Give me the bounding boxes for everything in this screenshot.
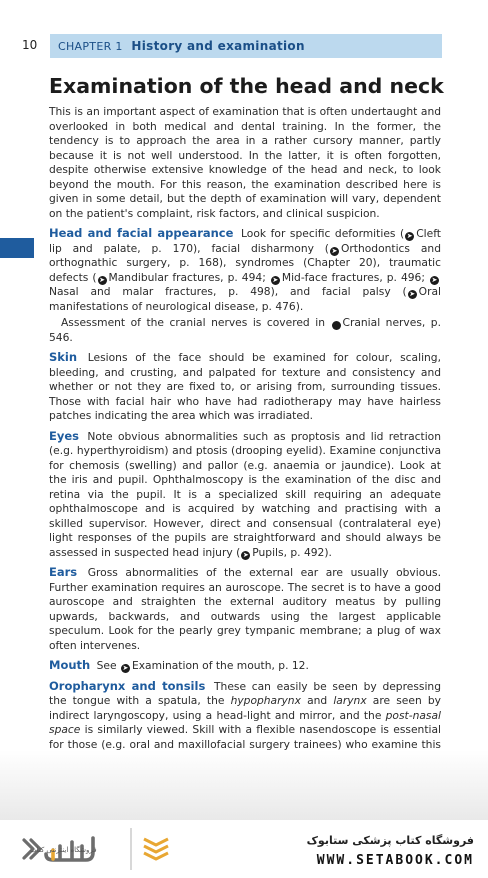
head-facial-text-7: Oral manifestations of neurological disease, p. 476).	[49, 285, 441, 313]
mouth-ref: Examination of the mouth, p. 12.	[131, 659, 309, 672]
cross-reference-arrow-icon	[271, 276, 280, 285]
logo-tagline: فروشگاه اینترنتی کتاب	[30, 846, 97, 854]
oropharynx-text-1: These can easily be seen by depressing the tongue with a spatula, the	[49, 679, 441, 707]
store-name: فروشگاه کتاب پزشکی ستابوک	[306, 834, 474, 847]
cross-reference-arrow-icon	[405, 232, 414, 241]
head-facial-text-5: Mid-face fractures, p. 496;	[281, 270, 425, 284]
ears-text: Gross abnormalities of the external ear are usually obvious. Further examination requires an auroscope. The secret is to have a good auroscope and straighten the external auditory meatus by pulling upwards, backwards, and outwards using the largest applicable speculum. Look for the pearly grey tympanic membrane; a plug of wax often intervenes.	[49, 566, 441, 652]
chapter-label: CHAPTER 1	[58, 40, 123, 53]
ears-heading: Ears	[49, 565, 78, 579]
cross-reference-arrow-icon	[330, 247, 339, 256]
skin-paragraph	[49, 350, 441, 424]
head-facial-text-1: Look for specific deformities (	[241, 227, 405, 240]
cranial-nerves-note	[49, 316, 441, 345]
oropharynx-text-2: and	[307, 694, 328, 707]
page-number: 10	[22, 38, 38, 52]
head-facial-text-4: Mandibular fractures, p. 494;	[108, 270, 266, 284]
footer-divider	[130, 828, 132, 870]
cross-reference-arrow-icon	[332, 321, 341, 330]
mouth-heading: Mouth	[49, 658, 91, 672]
cranial-note-ref: Cranial nerves, p. 546.	[49, 316, 441, 344]
cross-reference-arrow-icon	[241, 551, 250, 560]
mouth-text: See	[96, 659, 117, 672]
oropharynx-text-3: are seen by indirect laryngoscopy, using a head-light and mirror, and the	[49, 694, 441, 722]
eyes-ref: Pupils, p. 492).	[252, 545, 332, 559]
mouth-paragraph	[49, 658, 441, 674]
head-facial-text-2: Cleft lip and palate, p. 170), facial disharmony (	[49, 227, 441, 255]
intro-paragraph: This is an important aspect of examination that is often undertaught and overlooked in both medical and dental training. In the former, the tendency is to approach the area in a rather cursory manner, partly because it is not well understood. In the latter, it is often forgotten, despite otherwise extensive knowledge of the head and neck, to look beyond the mouth. For this reason, the examination described here is given in some detail, but the depth of examination will vary, dependent on the patient's complaint, risk factors, and clinical suspicion.	[49, 105, 441, 220]
body-text	[49, 105, 441, 772]
eyes-text: Note obvious abnormalities such as proptosis and lid retraction (e.g. hyperthyroidism) and ptosis (drooping eyelid). Examine conjunctiva for chemosis (swelling) and pallor (e.g. anaemia or jaundice). Look at the iris and pupil. Ophthalmoscopy is the examination of the disc and retina via the pupil. It is a specialized skill requiring an adequate ophthalmoscope and is acquired by watching and practising with a skilled supervisor. However, direct and consensual (contralateral eye) light responses of the pupils are straightforward and should always be assessed in suspected head injury (	[49, 429, 441, 559]
cross-reference-arrow-icon	[408, 290, 417, 299]
post-nasal-space-term: post-nasal space	[49, 708, 441, 736]
cross-reference-arrow-icon	[430, 276, 439, 285]
skin-text: Lesions of the face should be examined for colour, scaling, bleeding, and crusting, and palpated for texture and consistency and whether or not they are fixed to, or arising from, surrounding tissues. Those with facial hair who have had radiotherapy may have hairless patches indicating the area which was irradiated.	[49, 351, 441, 422]
cross-reference-arrow-icon	[98, 276, 107, 285]
page-title: Examination of the head and neck	[49, 74, 444, 98]
head-facial-heading: Head and facial appearance	[49, 226, 234, 240]
chapter-title: History and examination	[131, 39, 305, 53]
oropharynx-text-4: is similarly viewed. Skill with a flexible nasendoscope is essential for those (e.g. oral and maxillofacial surgery trainees) who examine this	[49, 723, 441, 751]
chapter-header-bar	[50, 34, 442, 58]
hypopharynx-term: hypopharynx	[230, 694, 301, 707]
eyes-paragraph	[49, 429, 441, 561]
skin-heading: Skin	[49, 350, 78, 364]
cranial-note-text: Assessment of the cranial nerves is covered in	[61, 316, 325, 329]
section-tab-marker	[0, 238, 34, 258]
page-bottom-shadow	[0, 750, 488, 820]
cross-reference-arrow-icon	[121, 664, 130, 673]
oropharynx-heading: Oropharynx and tonsils	[49, 678, 206, 693]
head-facial-paragraph	[49, 226, 441, 314]
book-chevrons-icon	[140, 832, 172, 864]
ears-paragraph	[49, 565, 441, 653]
eyes-heading: Eyes	[49, 428, 79, 443]
chapter-heading	[58, 39, 305, 53]
store-url: WWW.SETABOOK.COM	[316, 853, 474, 868]
head-facial-text-6: Nasal and malar fractures, p. 498), and facial palsy (	[49, 285, 407, 298]
head-facial-text-3: Orthodontics and orthognathic surgery, p. 168), syndromes (Chapter 20), traumatic defects (	[49, 241, 441, 284]
larynx-term: larynx	[333, 694, 367, 707]
